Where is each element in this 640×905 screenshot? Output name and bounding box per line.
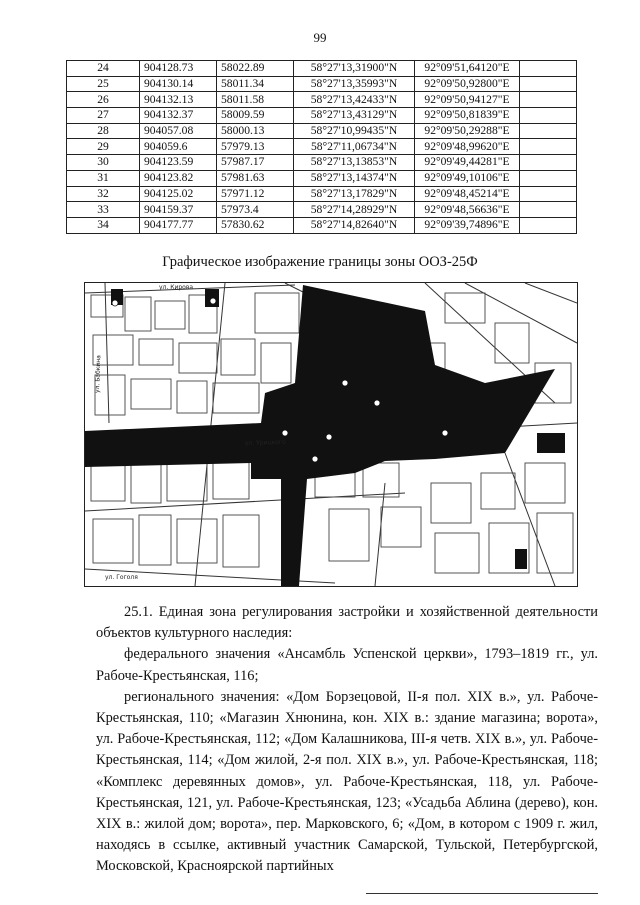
x-coordinate-cell: 904123.59 xyxy=(140,155,217,171)
table-row xyxy=(67,155,577,171)
empty-cell xyxy=(520,61,577,77)
street-label: ул. Кирова xyxy=(159,284,194,291)
table-row xyxy=(67,76,577,92)
empty-cell xyxy=(520,123,577,139)
longitude-cell: 92°09'50,92800"E xyxy=(415,76,520,92)
point-number-cell: 26 xyxy=(67,92,140,108)
y-coordinate-cell: 57973.4 xyxy=(217,202,294,218)
zone-boundary-fill xyxy=(85,285,565,586)
latitude-cell: 58°27'13,17829"N xyxy=(294,186,415,202)
y-coordinate-cell: 57981.63 xyxy=(217,170,294,186)
street-label: ул. Гоголя xyxy=(105,574,138,581)
empty-cell xyxy=(520,139,577,155)
point-number-cell: 33 xyxy=(67,202,140,218)
y-coordinate-cell: 58009.59 xyxy=(217,108,294,124)
longitude-cell: 92°09'48,45214"E xyxy=(415,186,520,202)
y-coordinate-cell: 57987.17 xyxy=(217,155,294,171)
coordinates-table xyxy=(66,60,577,234)
point-number-cell: 24 xyxy=(67,61,140,77)
table-row xyxy=(67,202,577,218)
zone-heading-paragraph: 25.1. Единая зона регулирования застройки и хозяйственной деятельности объектов культурного наследия: xyxy=(96,604,598,642)
latitude-cell: 58°27'14,28929"N xyxy=(294,202,415,218)
longitude-cell: 92°09'50,29288"E xyxy=(415,123,520,139)
empty-cell xyxy=(520,186,577,202)
empty-cell xyxy=(520,76,577,92)
table-row xyxy=(67,92,577,108)
street-label: ул. Бабкина xyxy=(94,355,103,394)
y-coordinate-cell: 58022.89 xyxy=(217,61,294,77)
street-label: ул. Урицкого xyxy=(244,438,286,447)
footer-rule xyxy=(366,893,598,894)
table-row xyxy=(67,123,577,139)
coordinates-table-body xyxy=(67,61,577,234)
x-coordinate-cell: 904132.37 xyxy=(140,108,217,124)
x-coordinate-cell: 904057.08 xyxy=(140,123,217,139)
empty-cell xyxy=(520,155,577,171)
table-row xyxy=(67,217,577,233)
point-number-cell: 34 xyxy=(67,217,140,233)
latitude-cell: 58°27'11,06734"N xyxy=(294,139,415,155)
longitude-cell: 92°09'50,81839"E xyxy=(415,108,520,124)
table-row xyxy=(67,170,577,186)
map-caption: Графическое изображение границы зоны ООЗ-25Ф xyxy=(162,254,478,270)
body-text xyxy=(96,602,598,878)
point-number-cell: 32 xyxy=(67,186,140,202)
y-coordinate-cell: 58011.34 xyxy=(217,76,294,92)
longitude-cell: 92°09'49,10106"E xyxy=(415,170,520,186)
x-coordinate-cell: 904177.77 xyxy=(140,217,217,233)
zone-map-drawing xyxy=(85,283,577,586)
y-coordinate-cell: 58011.58 xyxy=(217,92,294,108)
latitude-cell: 58°27'10,99435"N xyxy=(294,123,415,139)
latitude-cell: 58°27'13,14374"N xyxy=(294,170,415,186)
latitude-cell: 58°27'13,13853"N xyxy=(294,155,415,171)
table-row xyxy=(67,139,577,155)
table-row xyxy=(67,61,577,77)
latitude-cell: 58°27'13,42433"N xyxy=(294,92,415,108)
longitude-cell: 92°09'48,56636"E xyxy=(415,202,520,218)
y-coordinate-cell: 57830.62 xyxy=(217,217,294,233)
point-number-cell: 30 xyxy=(67,155,140,171)
x-coordinate-cell: 904125.02 xyxy=(140,186,217,202)
empty-cell xyxy=(520,202,577,218)
longitude-cell: 92°09'39,74896"E xyxy=(415,217,520,233)
x-coordinate-cell: 904128.73 xyxy=(140,61,217,77)
x-coordinate-cell: 904159.37 xyxy=(140,202,217,218)
x-coordinate-cell: 904132.13 xyxy=(140,92,217,108)
point-number-cell: 31 xyxy=(67,170,140,186)
empty-cell xyxy=(520,217,577,233)
y-coordinate-cell: 57971.12 xyxy=(217,186,294,202)
table-row xyxy=(67,186,577,202)
point-number-cell: 29 xyxy=(67,139,140,155)
x-coordinate-cell: 904130.14 xyxy=(140,76,217,92)
x-coordinate-cell: 904123.82 xyxy=(140,170,217,186)
empty-cell xyxy=(520,92,577,108)
empty-cell xyxy=(520,170,577,186)
latitude-cell: 58°27'13,35993"N xyxy=(294,76,415,92)
longitude-cell: 92°09'51,64120"E xyxy=(415,61,520,77)
zone-map xyxy=(84,282,578,587)
latitude-cell: 58°27'14,82640"N xyxy=(294,217,415,233)
page-number: 99 xyxy=(313,30,327,45)
latitude-cell: 58°27'13,31900"N xyxy=(294,61,415,77)
x-coordinate-cell: 904059.6 xyxy=(140,139,217,155)
longitude-cell: 92°09'48,99620"E xyxy=(415,139,520,155)
empty-cell xyxy=(520,108,577,124)
regional-paragraph: регионального значения: «Дом Борзецовой, II-я пол. XIX в.», ул. Рабоче-Крестьянская, 110; «Магазин Хнюнина, кон. XIX в.: здание магазина; ворота», ул. Рабоче-Крестьянская, 112; «Дом Калашникова, III-я четв. XIX в.», ул. Рабоче-Крестьянская, 114; «Дом жилой, 2-я пол. XIX в.», ул. Рабоче-Крестьянская, 118; «Комплекс деревянных домов», ул. Рабоче-Крестьянская, 118, ул. Рабоче-Крестьянская, 121, ул. Рабоче-Крестьянская, 123; «Усадьба Аблина (дерево), кон. XIX в.: жилой дом; ворота», пер. Марковского, 6; «Дом, в котором с 1909 г. жил, находясь в ссылке, активный участник Самарской, Тульской, Петербургской, Московской, Красноярской партийных xyxy=(96,688,598,875)
point-number-cell: 25 xyxy=(67,76,140,92)
longitude-cell: 92°09'50,94127"E xyxy=(415,92,520,108)
y-coordinate-cell: 58000.13 xyxy=(217,123,294,139)
point-number-cell: 28 xyxy=(67,123,140,139)
point-number-cell: 27 xyxy=(67,108,140,124)
longitude-cell: 92°09'49,44281"E xyxy=(415,155,520,171)
latitude-cell: 58°27'13,43129"N xyxy=(294,108,415,124)
y-coordinate-cell: 57979.13 xyxy=(217,139,294,155)
federal-paragraph: федерального значения «Ансамбль Успенской церкви», 1793–1819 гг., ул. Рабоче-Крестьянская, 116; xyxy=(96,646,598,684)
table-row xyxy=(67,108,577,124)
